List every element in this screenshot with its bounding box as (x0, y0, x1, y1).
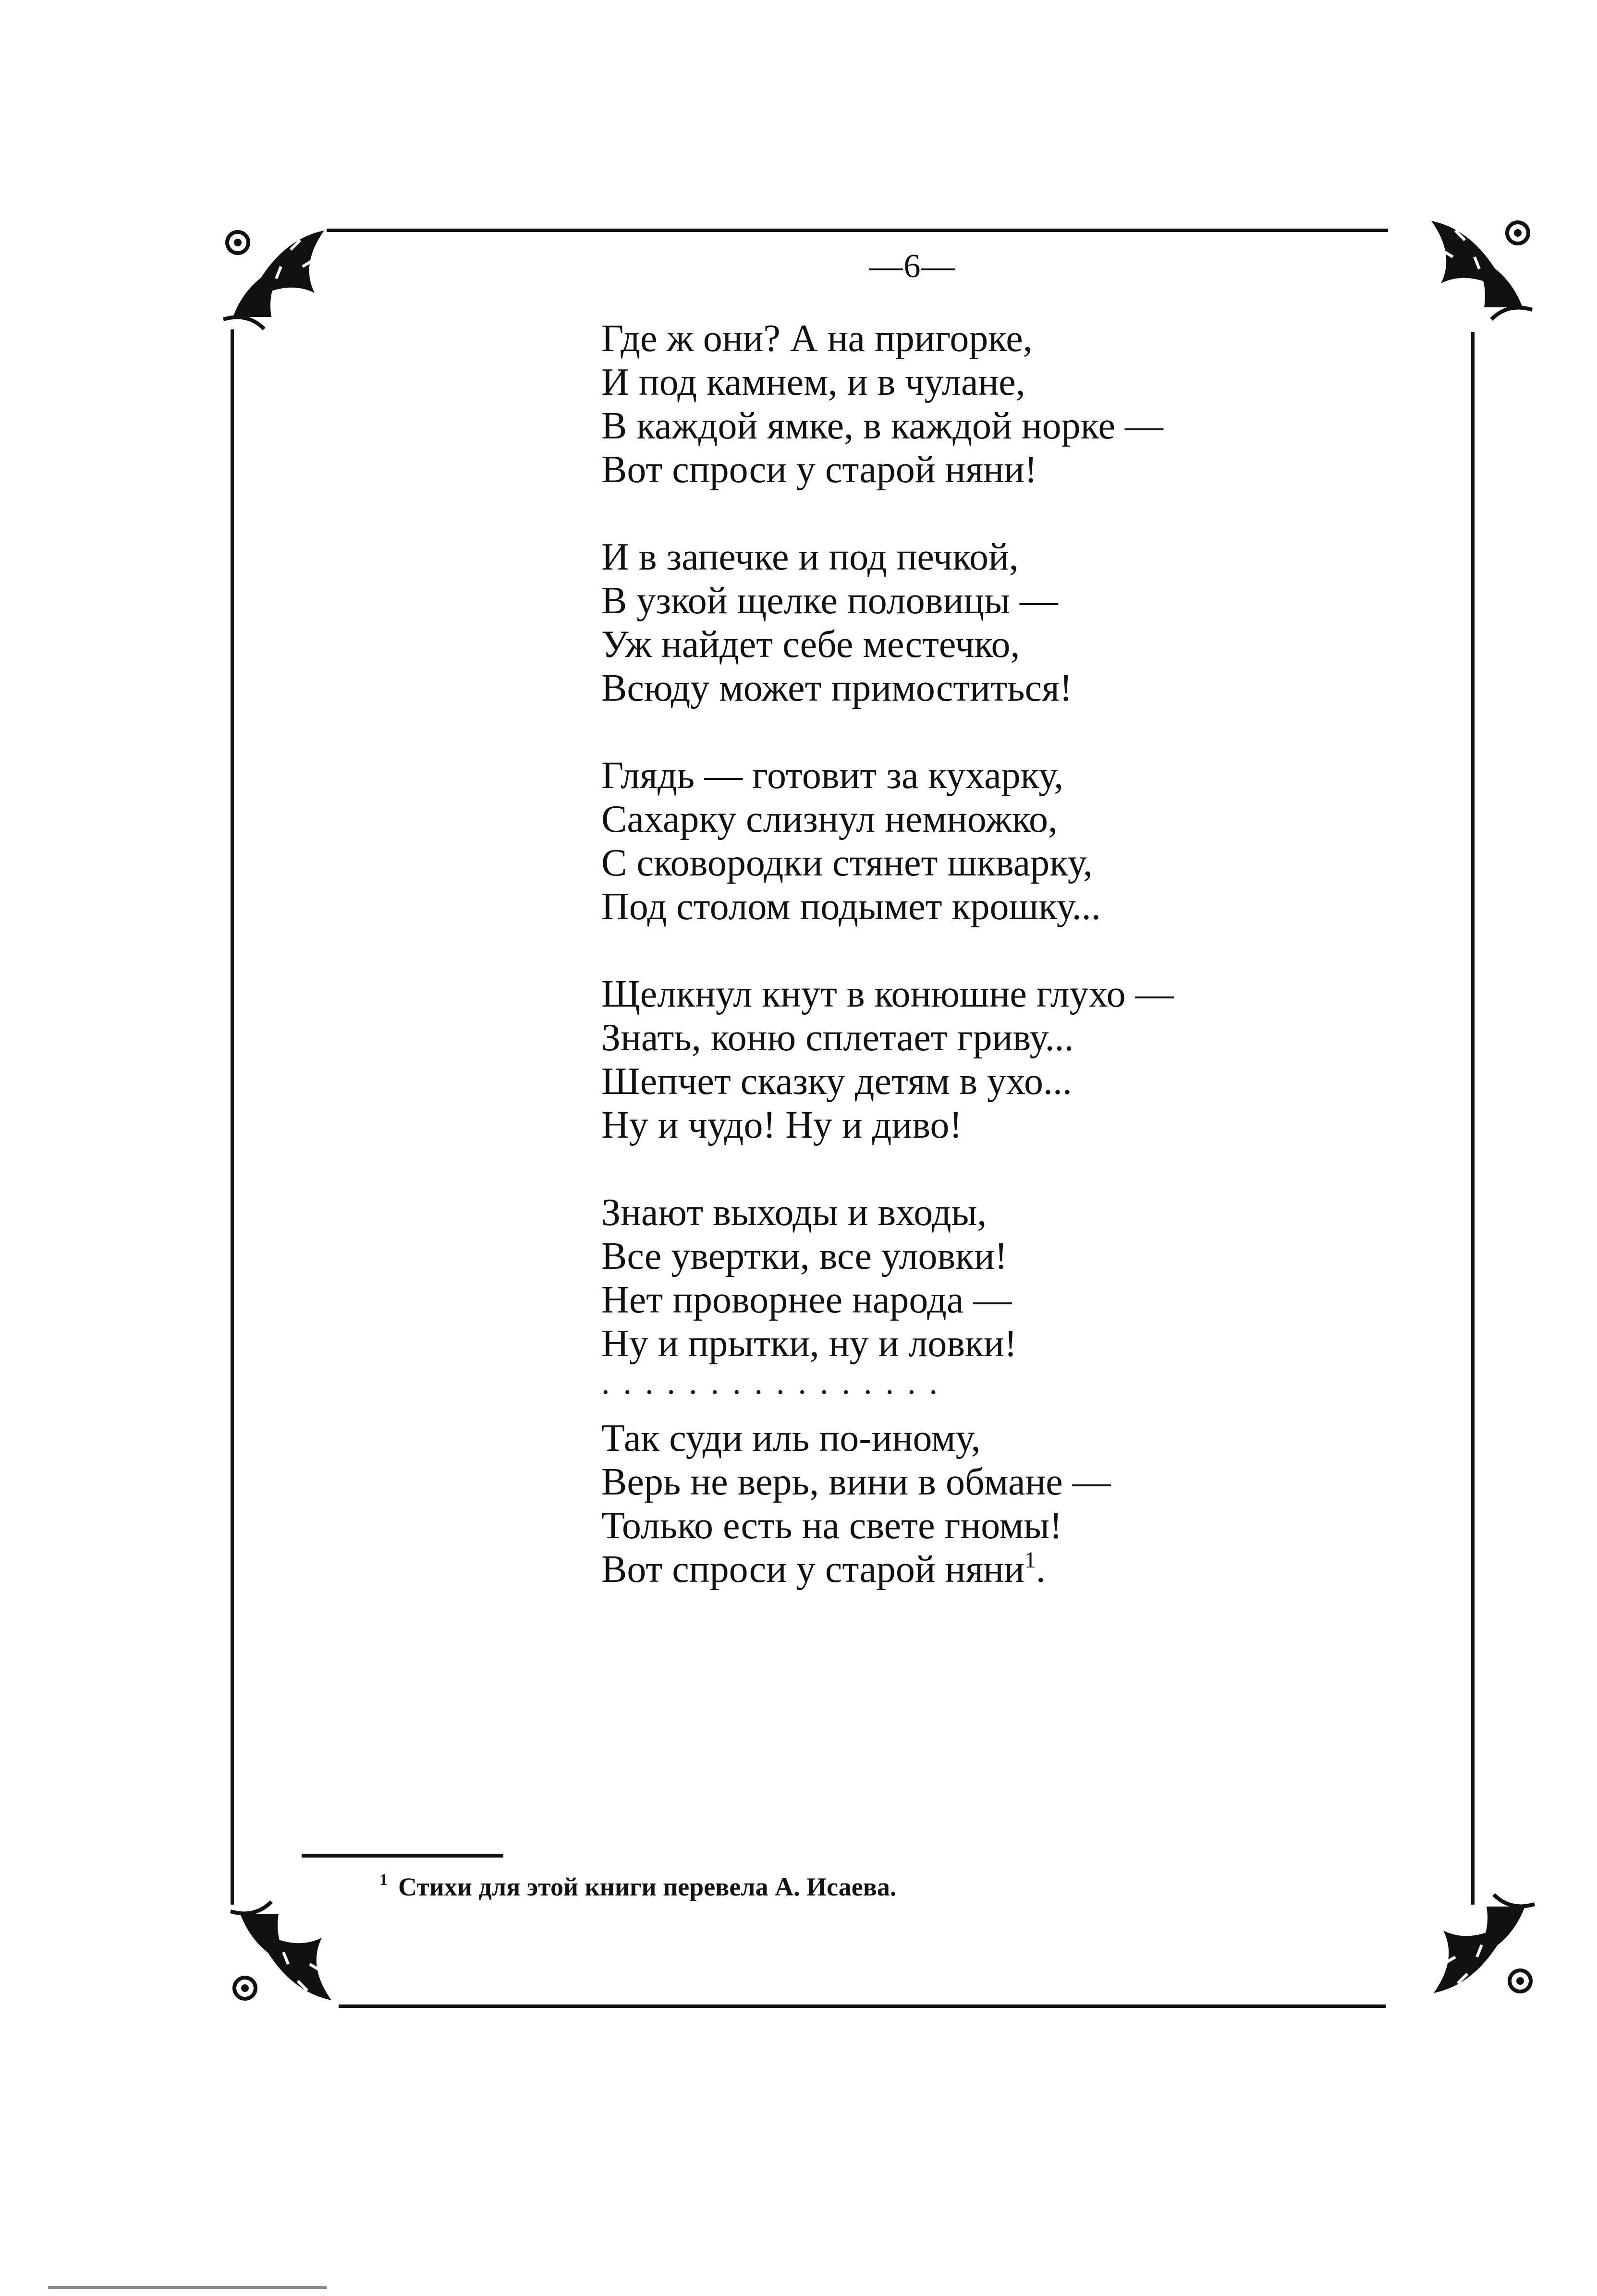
page-number: —6— (869, 248, 956, 285)
corner-ornament-top-right-icon (1422, 211, 1537, 322)
corner-ornament-bottom-right-icon (1424, 1892, 1539, 2003)
corner-ornament-top-left-icon (219, 221, 334, 331)
poem-line: В каждой ямке, в каждой норке — (601, 405, 1164, 447)
frame-left-line (231, 329, 234, 1905)
poem-line-text: Вот спроси у старой няни (601, 1548, 1024, 1591)
poem-line-with-footnote (601, 1548, 1322, 1591)
poem-line: Ну и чудо! Ну и диво! (601, 1104, 963, 1146)
poem-line: Глядь — готовит за кухарку, (601, 754, 1064, 797)
poem-line: И под камнем, и в чулане, (601, 361, 1025, 403)
poem-line: Только есть на свете гномы! (601, 1505, 1062, 1547)
footnote-rule (302, 1854, 503, 1858)
poem-line: С сковородки стянет шкварку, (601, 842, 1093, 884)
scan-edge-line (48, 2286, 327, 2289)
poem-line: Знать, коню сплетает гриву... (601, 1017, 1074, 1059)
stanza-2 (601, 535, 1322, 710)
footnote-text: Стихи для этой книги перевела А. Исаева. (398, 1872, 897, 1901)
stanza-1 (601, 317, 1322, 492)
poem-line: Уж найдет себе местечко, (601, 623, 1020, 666)
poem-line: Нет проворнее народа — (601, 1279, 1012, 1321)
poem-line: Все увертки, все уловки! (601, 1235, 1008, 1277)
footnote-reference: 1 (1024, 1547, 1036, 1573)
poem-line: Так суди иль по-иному, (601, 1417, 981, 1459)
stanza-6 (601, 1417, 1322, 1591)
poem-line: И в запечке и под печкой, (601, 536, 1019, 578)
poem-line: Всюду может примоститься! (601, 667, 1073, 709)
poem-line: Под столом подымет крошку... (601, 886, 1101, 928)
corner-ornament-bottom-left-icon (226, 1899, 341, 2010)
footnote (379, 1872, 896, 1902)
poem-line: Вот спроси у старой няни! (601, 449, 1037, 491)
poem-line: Ну и прытки, ну и ловки! (601, 1323, 1017, 1365)
ellipsis-dots: ................ (601, 1364, 951, 1401)
poem-line: Где ж они? А на пригорке, (601, 317, 1033, 360)
poem-line: В узкой щелке половицы — (601, 580, 1058, 622)
poem (601, 317, 1322, 1635)
frame-bottom-line (339, 2004, 1386, 2008)
footnote-mark: 1 (379, 1871, 388, 1889)
frame-top-line (327, 229, 1388, 232)
stanza-4 (601, 972, 1322, 1147)
poem-line-end: . (1036, 1548, 1046, 1591)
poem-line: Щелкнул кнут в конюшне глухо — (601, 973, 1174, 1015)
stanza-5 (601, 1191, 1322, 1366)
poem-line: Сахарку слизнул немножко, (601, 798, 1058, 840)
frame-right-line (1471, 332, 1475, 1905)
poem-line: Верь не верь, вини в обмане — (601, 1461, 1111, 1503)
poem-line: Шепчет сказку детям в ухо... (601, 1060, 1072, 1103)
stanza-3 (601, 754, 1322, 929)
poem-line: Знают выходы и входы, (601, 1191, 987, 1234)
